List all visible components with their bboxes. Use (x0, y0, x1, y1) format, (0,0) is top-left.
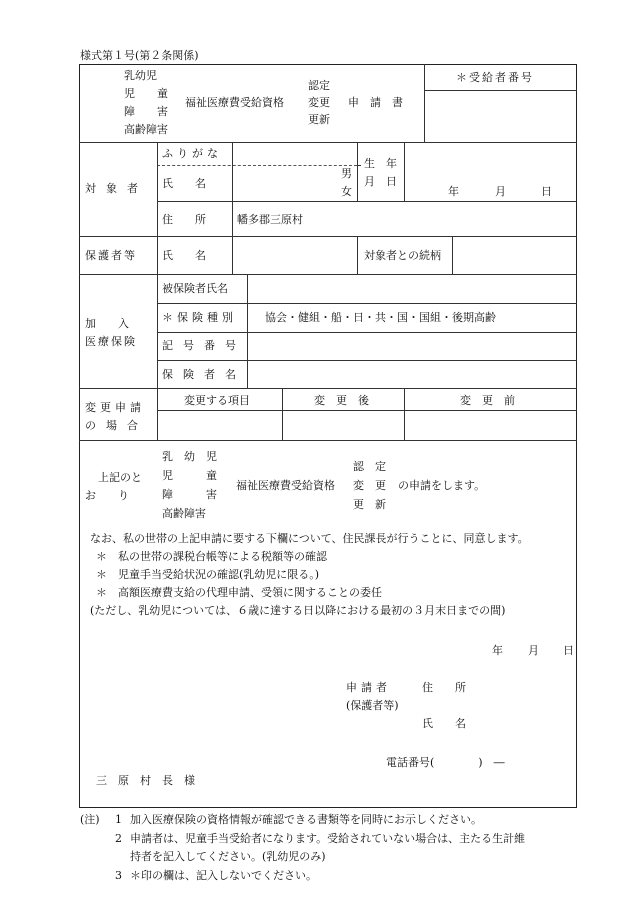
date-day: 日 (563, 644, 574, 657)
action-renew: 更新 (308, 113, 330, 126)
applicant-sub-label: (保護者等) (346, 699, 399, 712)
divider (424, 64, 425, 142)
dob-label: 生 年 (364, 157, 397, 170)
divider (79, 236, 577, 237)
relation-label: 対象者との続柄 (364, 249, 441, 262)
applicant-address-label: 住 所 (422, 681, 466, 694)
note-number: 3 (115, 869, 122, 882)
note-text: ＊印の欄は、記入しないでください。 (130, 869, 317, 882)
divider (282, 388, 283, 440)
date-year: 年 (492, 644, 503, 657)
consent-text: なお、私の世帯の上記申請に要する下欄について、住民課長が行うことに、同意します。 (90, 532, 529, 545)
applicant-name-label: 氏 名 (422, 717, 466, 730)
action-certify: 認定 (308, 79, 330, 92)
divider (404, 142, 405, 201)
program-title: 福祉医療費受給資格 (185, 96, 284, 109)
consent-note: (ただし、乳幼児については、６歳に達する日以降における最初の３月末日までの間) (90, 604, 506, 617)
date-month: 月 (528, 644, 539, 657)
notes-prefix: (注) (80, 813, 100, 826)
doc-type: 申 請 書 (348, 96, 403, 109)
divider (357, 142, 358, 201)
subject-address-label: 住 所 (162, 213, 206, 226)
divider (157, 165, 357, 166)
guardian-section-label: 保護者等 (85, 249, 137, 262)
divider (452, 236, 453, 274)
category-child: 児 童 (124, 87, 168, 100)
decl-action-change: 変 更 (353, 479, 386, 492)
consent-item: ＊ 私の世帯の課税台帳等による税額等の確認 (96, 550, 327, 563)
divider (232, 142, 233, 274)
category-disability: 障 害 (124, 105, 168, 118)
change-before-header: 変 更 前 (460, 394, 515, 407)
divider (79, 274, 577, 275)
decl-category-elderly: 高齢障害 (162, 507, 206, 520)
insurance-section-label: 加 入 (85, 317, 129, 330)
action-change: 変更 (308, 96, 330, 109)
divider (357, 236, 358, 274)
declaration-lead-2: お り (85, 489, 129, 502)
decl-action-certify: 認 定 (353, 460, 386, 473)
sex-male: 男 (341, 167, 352, 180)
divider (247, 274, 248, 388)
note-text: 持者を記入してください。(乳幼児のみ) (130, 850, 326, 863)
dob-year: 年 (448, 185, 459, 198)
symbol-number-label: 記号番号 (162, 339, 246, 352)
furigana-label: ふりがな (162, 147, 222, 160)
addressee: 三 原 村 長 様 (96, 774, 195, 787)
divider (404, 388, 405, 440)
change-section-label-2: の場合 (85, 419, 148, 432)
consent-item: ＊ 児童手当受給状況の確認(乳幼児に限る。) (96, 568, 320, 581)
subject-name-label: 氏 名 (162, 177, 206, 190)
divider (157, 360, 577, 361)
decl-category-child: 児 童 (162, 469, 217, 482)
note-number: 2 (115, 832, 122, 845)
decl-action-renew: 更 新 (353, 498, 386, 511)
dob-day: 日 (541, 185, 552, 198)
divider (79, 440, 577, 441)
decl-category-infant: 乳 幼 児 (162, 450, 217, 463)
category-elderly-disability: 高齢障害 (124, 123, 168, 136)
divider (157, 410, 577, 411)
divider (424, 90, 577, 91)
insurance-type-label: ＊保険種別 (162, 311, 237, 324)
note-text: 申請者は、児童手当受給者になります。受給されていない場合は、主たる生計維 (130, 832, 526, 845)
divider (157, 142, 158, 440)
divider (79, 142, 577, 143)
sex-female: 女 (341, 185, 352, 198)
note-text: 加入医療保険の資格情報が確認できる書類等を同時にお示しください。 (130, 813, 482, 826)
subject-address-value[interactable]: 幡多郡三原村 (237, 213, 303, 226)
insurance-section-label-2: 医療保険 (85, 335, 137, 348)
subject-section-label: 対象者 (85, 182, 148, 195)
dob-month: 月 (495, 185, 506, 198)
change-after-header: 変 更 後 (314, 394, 369, 407)
insurer-name-label: 保険者名 (162, 368, 246, 381)
change-section-label: 変更申請 (85, 401, 145, 414)
consent-item: ＊ 高額医療費支給の代理申請、受領に関することの委任 (96, 586, 382, 599)
declaration-lead: 上記のと (98, 471, 142, 484)
insurance-type-options[interactable]: 協会・健組・船・日・共・国・国組・後期高齢 (265, 311, 496, 324)
decl-category-disability: 障 害 (162, 488, 217, 501)
decl-closing: の申請をします。 (398, 479, 486, 492)
category-infant: 乳幼児 (124, 69, 157, 82)
form-label: 様式第１号(第２条関係) (80, 49, 199, 62)
divider (157, 201, 577, 202)
application-form (79, 64, 577, 808)
insured-name-label: 被保険者氏名 (162, 282, 228, 295)
guardian-name-label: 氏 名 (162, 249, 206, 262)
divider (157, 303, 577, 304)
divider (79, 388, 577, 389)
change-item-header: 変更する項目 (184, 394, 250, 407)
note-number: 1 (115, 813, 122, 826)
phone-label: 電話番号( ) ― (386, 756, 505, 769)
divider (157, 332, 577, 333)
recipient-number-label: ＊受給者番号 (456, 71, 534, 84)
dob-label-2: 月 日 (364, 175, 397, 188)
applicant-label: 申請者 (346, 681, 391, 694)
decl-program: 福祉医療費受給資格 (236, 479, 335, 492)
